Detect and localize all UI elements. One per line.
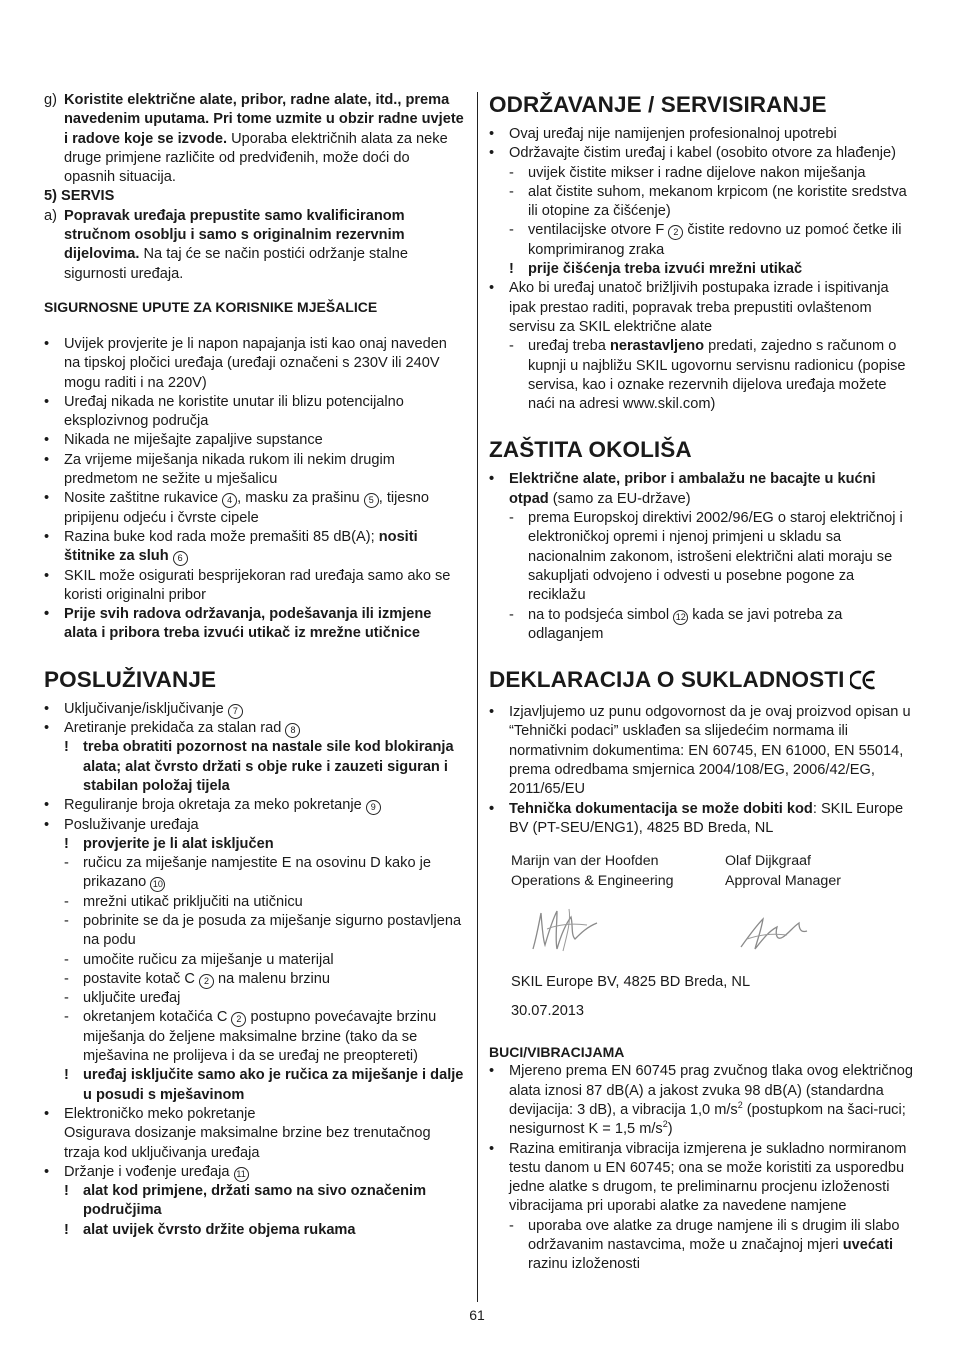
signatory-title: Operations & Engineering [511,872,674,889]
dash-item: - uvijek čistite mikser i radne dijelove nakon miješanja [509,164,866,181]
dash-item: - uređaj treba nerastavljeno predati, zajedno s računom o kupnji u najbližu SKIL ugovornu servisnu radionicu (popise servisa, kao i oznake rezervnih dijelova uređaja možete naći na adresi www.skil.com) [509,338,906,413]
list-item: • Nosite zaštitne rukavice 4 , masku za prašinu 5 , tijesno pripijenu odjeću i čvrste cipele [44,490,430,526]
list-item: • Razina emitiranja vibracija izmjerena je sukladno normiranom testu danom u EN 60745; ona se može koristiti za usporedbu jedne alatke s drugom, te preliminarnu procjenu izloženosti vibracijama pri uporabi alatke za navedene namjene [489,1140,907,1215]
dash-item: - ventilacijske otvore F 2 čistite redovno uz pomoć četke ili komprimiranog zraka [509,222,902,258]
list-item: • Za vrijeme miješanja nikada rukom ili nekim drugim predmetom ne sežite u mješalicu [44,451,395,488]
list-item: • Razina buke kod rada može premašiti 85 dB(A); nositi štitnike za sluh 6 [44,528,418,565]
left-column [44,91,464,1240]
declaration-heading: DEKLARACIJA O SUKLADNOSTI [489,666,914,697]
list-item: • SKIL može osigurati besprijekoran rad uređaja samo ako se koristi originalni pribor [44,567,451,603]
signatures [489,891,914,967]
signatory-name: Olaf Dijkgraaf [725,853,811,870]
list-item: • Tehnička dokumentacija se može dobiti kod: SKIL Europe BV (PT-SEU/ENG1), 4825 BD Breda, NL [489,800,904,836]
warning-item: ! alat uvijek čvrsto držite objema rukama [64,1221,356,1238]
list-item: • Ako bi uređaj unatoč brižljivih postupaka izrade i ispitivanja ipak prestao raditi, popravak treba prepustiti ovlaštenom servisu za SKIL električne alate [489,280,889,335]
page-number: 61 [469,1307,485,1323]
warning-item: ! prije čišćenja treba izvući mrežni utikač [509,261,803,278]
figure-ref-icon: 8 [285,723,300,738]
list-item: • Uključivanje/isključivanje 7 [44,700,464,719]
list-item: • Nikada ne miješajte zapaljive supstance [44,432,323,449]
figure-ref-icon: 5 [364,493,379,508]
list-item: • Uvijek provjerite je li napon napajanja isti kao onaj naveden na tipskoj pločici uređaja (uređaji označeni s 230V ili 240V mogu raditi i na 220V) [44,335,447,391]
warning-item: ! alat kod primjene, držati samo na sivo označenim područjima [64,1183,427,1219]
figure-ref-icon: 12 [673,610,688,625]
list-item: • Prije svih radova održavanja, podešavanja ili izmjene alata i pribora treba izvući utikač iz mrežne utičnice [44,606,432,642]
list-item-text: Osigurava dosizanje maksimalne brzine bez trenutačnog trzaja kod uključivanja uređaja [64,1125,431,1161]
signatories [489,852,914,891]
figure-ref-icon: 9 [366,800,381,815]
signature-1-icon [527,905,607,957]
list-item: • Mjereno prema EN 60745 prag zvučnog tlaka ovog električnog alata iznosi 87 dB(A) a jakost zvuka 98 dB(A) (standardna devijacija: 3 dB), a vibracija 1,0 $m/s^2$ (postupkom na šaci-ruci; nesigurnost K = 1,5 $m/s^2$) [489,1063,913,1138]
figure-ref-icon: 4 [222,493,237,508]
noise-heading: BUCI/VIBRACIJAMA [489,1044,625,1061]
list-item: • Elektroničko meko pokretanje [44,1105,256,1122]
figure-ref-icon: 2 [231,1012,246,1027]
environment-heading: ZAŠTITA OKOLIŠA [489,437,692,463]
figure-ref-icon: 2 [668,225,683,240]
signature-2-icon [737,913,811,955]
figure-ref-icon: 6 [173,551,188,566]
dash-item: - alat čistite suhom, mekanom krpicom (ne koristite sredstva ili otopine za čišćenje) [509,183,907,220]
dash-item: - uporaba ove alatke za druge namjene ili s drugim ili slabo održavanim nastavcima, može u značajnoj mjeri uvećati razinu izloženosti [509,1217,900,1273]
operation-heading: POSLUŽIVANJE [44,666,217,692]
warning-item: ! uređaj isključite samo ako je ručica za miješanje i dalje u posudi s mješavinom [64,1067,464,1103]
warning-item: ! treba obratiti pozornost na nastale sile kod blokiranja alata; alat čvrsto držati s obje ruke i zauzeti siguran i stabilan položaj tijela [64,739,454,794]
list-item: • Električne alate, pribor i ambalažu ne bacajte u kućni otpad (samo za EU-države) [489,471,876,507]
rule-g: g) Koristite električne alate, pribor, radne alate, itd., prema navedenim uputama. Pri tome uzmite u obzir radne uvjete i radove koje se izvode. Uporaba električnih alata za neke druge primjene različite od predviđenih, može doći do opasnih situacija. [44,92,464,186]
dash-item: - umočite ručicu za miješanje u materijal [64,951,334,968]
declaration-date: 30.07.2013 [511,1003,585,1020]
figure-ref-icon: 7 [228,704,243,719]
dash-item: - ručicu za miješanje namjestite E na osovinu D kako je prikazano 10 [64,855,431,891]
dash-item: - okretanjem kotačića C 2 postupno povećavajte brzinu miješanja do željene maksimalne brzine (tako da se mješavina ne prolijeva i da se uređaj ne preoptereti) [64,1009,437,1065]
signatory-name: Marijn van der Hoofden [511,853,659,870]
rule-label: a) [44,207,57,224]
dash-item: - prema Europskoj direktivi 2002/96/EG o staroj električnoj i elektroničkoj opremi i njenoj primjeni u skladu sa nacionalnim zakonom, istrošeni električni alati moraju se sakupljati odvojeno i odvesti u posebne pogone za reciklažu [509,510,903,604]
maintenance-heading: ODRŽAVANJE / SERVISIRANJE [489,92,827,117]
dash-item: - na to podsjeća simbol 12 kada se javi potreba za odlaganjem [509,606,843,642]
right-column [489,91,914,1275]
signatory-title: Approval Manager [725,872,841,889]
section-heading: 5) SERVIS [44,188,115,205]
dash-item: - pobrinite se da je posuda za miješanje sigurno postavljena na podu [64,912,462,949]
list-item: • Uređaj nikada ne koristite unutar ili blizu potencijalno eksplozivnog područja [44,393,404,430]
figure-ref-icon: 2 [199,974,214,989]
list-item: • Držanje i vođenje uređaja 11 [44,1163,464,1182]
list-item: • Reguliranje broja okretaja za meko pokretanje 9 [44,796,464,815]
rule-label: g) [44,92,57,108]
list-item: • Održavajte čistim uređaj i kabel (osobito otvore za hlađenje) [489,145,896,162]
safety-heading: SIGURNOSNE UPUTE ZA KORISNIKE MJEŠALICE [44,298,378,315]
dash-item: - uključite uređaj [64,990,181,1007]
column-divider [477,92,478,1302]
figure-ref-icon: 10 [150,877,165,892]
figure-ref-icon: 11 [234,1167,249,1182]
list-item: • Ovaj uređaj nije namijenjen profesionalnoj upotrebi [489,126,837,142]
rule-a: a) Popravak uređaja prepustite samo kvalificiranom stručnom osoblju i samo s originalnim rezervnim dijelovima. Na taj će se način postići održanje stalne sigurnosti uređaja. [44,207,408,282]
ce-mark-icon [850,669,876,697]
company-address: SKIL Europe BV, 4825 BD Breda, NL [511,973,751,990]
dash-item: - postavite kotač C 2 na malenu brzinu [64,970,331,987]
list-item: • Posluživanje uređaja [44,816,199,833]
list-item: • Aretiranje prekidača za stalan rad 8 [44,719,464,738]
warning-item: ! provjerite je li alat isključen [64,835,274,852]
dash-item: - mrežni utikač priključiti na utičnicu [64,893,303,910]
list-item: • Izjavljujemo uz punu odgovornost da je ovaj proizvod opisan u “Tehnički podaci” usklađen sa slijedećim normama ili normativnim dokumentima: EN 60745, EN 61000, EN 55014, prema odredbama smjernica 2004/108/EG, 2006/42/EG, 2011/65/EU [489,704,911,798]
